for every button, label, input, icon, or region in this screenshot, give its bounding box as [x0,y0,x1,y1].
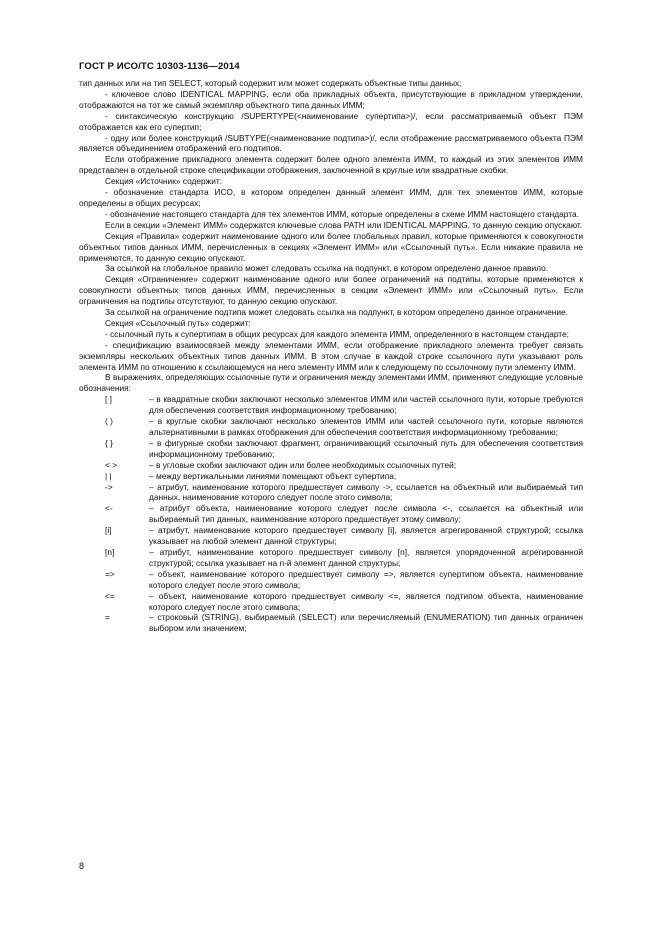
notation-description: – в круглые скобки заключают несколько элементов ИММ или частей ссылочного пути, которые являются альтернативными в рамках отображения для обеспечения соответствия информационному требованию; [149,416,583,437]
notation-symbol: ( ) [105,416,113,427]
notation-symbol: [i] [105,525,112,536]
paragraph: - обозначение настоящего стандарта для тех элементов ИММ, которые определены в схеме ИММ настоящего стандарта. [105,208,579,219]
notation-item [79,525,583,547]
paragraph: Секция «Ограничение» содержит наименование одного или более ограничений на подтипы, которые применяются к совокупности объектных типов данных ИММ, перечисленных в секции «Элемент ИММ» или «Ссылочный путь». Если ограничения на подтипы отсутствуют, то данную секцию опускают. [79,274,583,307]
paragraph: Секция «Источник» содержит: [105,176,223,187]
paragraph: - спецификацию взаимосвязей между элементами ИММ, если отображение прикладного элемента требует связать экземпляры нескольких объектных типов данных ИММ. В этом случае в каждой строке ссылочного пути указывают роль элемента ИММ по отношению к ссылающемуся на него элементу ИММ или к следующему по ссылочному пути элементу ИММ. [79,339,583,372]
paragraph: Если отображение прикладного элемента содержит более одного элемента ИММ, то каждый из этих элементов ИММ представлен в отдельной строке спецификации отображения, заключенной в круглые или квадратные скобки. [79,154,583,176]
notation-item [79,547,583,569]
notation-description: – атрибут объекта, наименование которого следует после символа <-, ссылается на объектный или выбираемый тип данных, наименование которого предшествует этому символу; [149,503,583,525]
notation-description: – в квадратные скобки заключают несколько элементов ИММ или частей ссылочного пути, которые требуются для обеспечения соответствия информационному требованию; [149,394,583,416]
paragraph: - одну или более конструкций /SUBTYPE(<наименование подтипа>)/, если отображение рассматриваемого объекта ПЭМ является объединением отображений его подтипов. [79,132,583,154]
body-text [79,78,583,634]
standard-header: ГОСТ Р ИСО/ТС 10303-1136—2014 [79,61,240,72]
paragraph: тип данных или на тип SELECT, который содержит или может содержать объектные типы данных; [79,78,462,88]
notation-description: – объект, наименование которого предшествует символу <=, является подтипом объекта, наименование которого следует после этого символа; [149,590,583,612]
paragraph: - синтаксическую конструкцию /SUPERTYPE(<наименование супертипа>)/, если рассматриваемый объект ПЭМ отображается как его супертип; [79,110,583,132]
page-number: 8 [79,861,85,871]
notation-description: – строковый (STRING), выбираемый (SELECT) или перечисляемый (ENUMERATION) тип данных ограничен выбором или значением; [149,612,583,634]
notation-symbol: = [105,612,110,623]
paragraph: В выражениях, определяющих ссылочные пути и ограничения между элементами ИММ, применяют следующие условные обозначения: [79,372,583,394]
notation-item [79,471,583,482]
notation-symbol: -> [105,481,113,492]
notation-item [79,503,583,525]
notation-description: – атрибут, наименование которого предшествует символу [n], является упорядоченной агрегированной структурой; ссылка указывает на n-й элемент данной структуры; [149,546,583,568]
notation-description: – атрибут, наименование которого предшествует символу [i], является агрегированной структурой; ссылка указывает на любой элемент данной структуры; [149,525,583,547]
paragraph: За ссылкой на глобальное правило может следовать ссылка на подпункт, в котором определено данное правило. [105,263,549,274]
paragraph: - ссылочный путь к супертипам в общих ресурсах для каждого элемента ИММ, определенного в настоящем стандарте; [105,328,569,339]
notation-symbol: [ ] [105,394,112,405]
notation-item [79,482,583,504]
notation-symbol: <- [105,503,113,514]
notation-item [79,612,583,634]
notation-symbol: < > [105,459,118,470]
paragraph: Секция «Ссылочный путь» содержит: [105,317,251,328]
notation-item [79,416,583,438]
notation-symbol: <= [105,590,115,601]
paragraph: За ссылкой на ограничение подтипа может следовать ссылка на подпункт, в котором определено данное ограничение. [105,307,569,318]
notation-item [79,569,583,591]
notation-item [79,394,583,416]
notation-symbol: { } [105,437,113,448]
notation-item [79,438,583,460]
paragraph: - обозначение стандарта ИСО, в котором определен данный элемент ИММ, для тех элементов ИММ, которые определены в общих ресурсах; [79,187,583,208]
notation-description: – в угловые скобки заключают один или более необходимых ссылочных путей; [149,459,457,470]
notation-symbol: | | [105,470,112,481]
paragraph: Секция «Правила» содержит наименование одного или более глобальных правил, которые применяются к совокупности объектных типов данных ИММ, перечисленных в секциях «Элемент ИММ» или «Ссылочный путь». Если никакие правила не применяются, то данную секцию опускают. [79,230,583,263]
notation-item [79,591,583,613]
notation-description: – в фигурные скобки заключают фрагмент, ограничивающий ссылочный путь для обеспечения соответствия информационному требованию; [149,437,583,459]
notation-description: – между вертикальными линиями помещают объект супертипа; [149,470,397,481]
notation-item [79,460,583,471]
notation-description: – атрибут, наименование которого предшествует символу ->, ссылается на объектный или выбираемый тип данных, наименование которого следует после этого символа; [149,481,583,503]
paragraph: - ключевое слово IDENTICAL MAPPING, если оба прикладных объекта, присутствующие в прикладном утверждении, отображаются на тот же самый экземпляр объектного типа данных ИММ; [79,88,583,110]
notation-description: – объект, наименование которого предшествует символу =>, является супертипом объекта, наименование которого следует после этого символа; [149,568,583,590]
notation-symbol: => [105,568,115,579]
paragraph: Если в секции «Элемент ИММ» содержатся ключевые слова PATH или IDENTICAL MAPPING, то данную секцию опускают. [105,219,583,230]
notation-symbol: [n] [105,546,115,557]
